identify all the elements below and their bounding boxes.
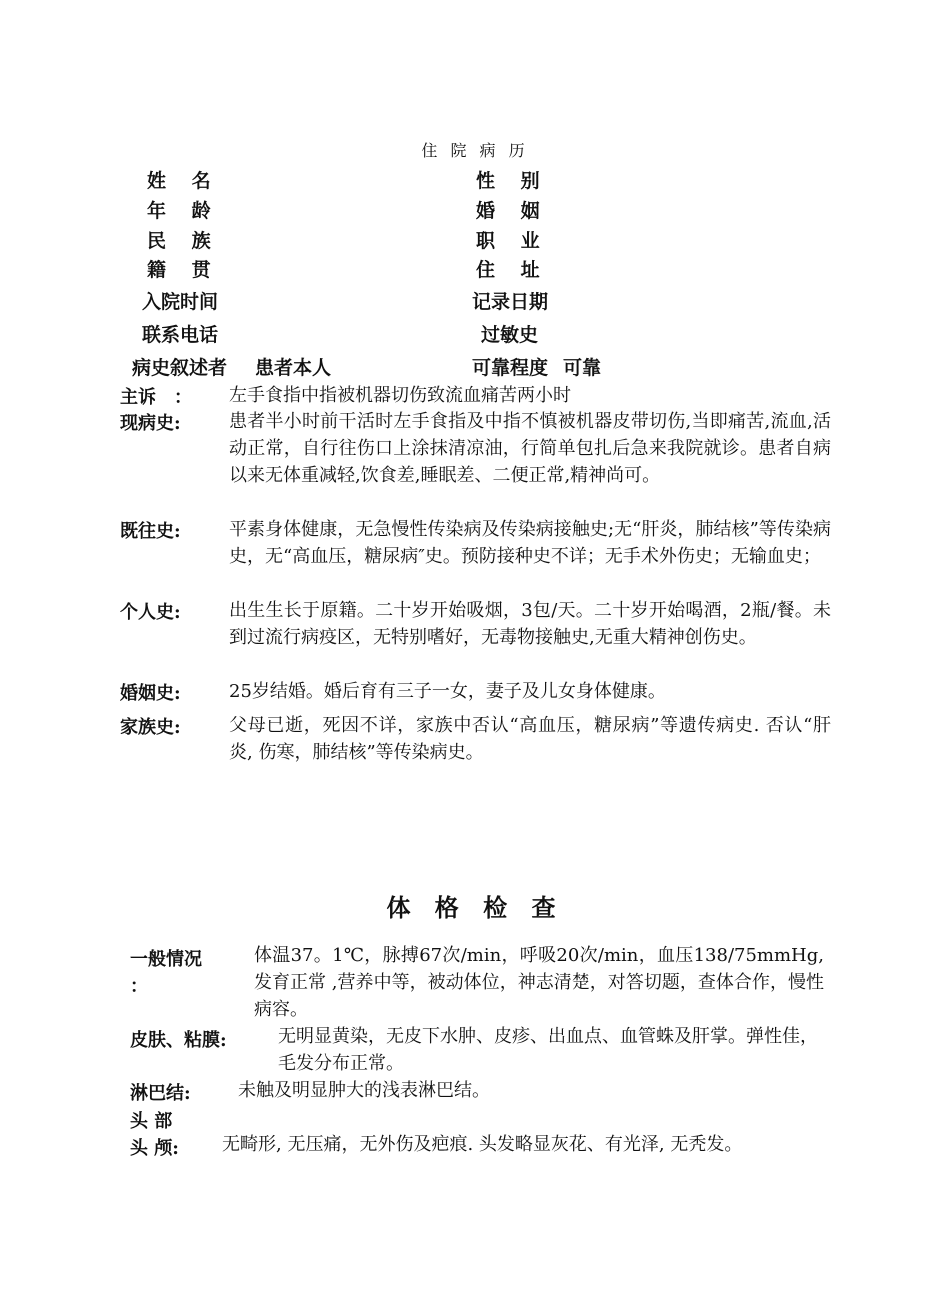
allergy-label: 过敏史 bbox=[481, 324, 539, 346]
skull-label: 头 颅: bbox=[130, 1138, 179, 1159]
chief-complaint: 左手食指中指被机器切伤致流血痛苦两小时 bbox=[229, 385, 571, 406]
ethnicity-label: 民 族 bbox=[147, 230, 211, 252]
lymph-nodes: 未触及明显肿大的浅表淋巴结。 bbox=[238, 1080, 490, 1101]
exam-title: 体 格 检 查 bbox=[386, 893, 564, 922]
past-history-label: 既往史: bbox=[120, 521, 181, 542]
lymph-label: 淋巴结: bbox=[130, 1083, 191, 1104]
personal-history: 出生生长于原籍。二十岁开始吸烟，3包/天。二十岁开始喝酒，2瓶/餐。未到过流行病疫区，无特别嗜好，无毒物接触史,无重大精神创伤史。 bbox=[229, 600, 831, 648]
narrator-label: 病史叙述者 bbox=[132, 357, 228, 379]
personal-history-label: 个人史: bbox=[120, 602, 181, 623]
document-title: 住 院 病 历 bbox=[421, 141, 529, 160]
family-history: 父母已逝，死因不详，家族中否认“高血压，糖尿病”等遗传病史. 否认“肝炎, 伤寒，肺结核”等传染病史。 bbox=[229, 715, 831, 763]
chief-complaint-label: 主诉 ： bbox=[120, 387, 192, 408]
present-illness: 患者半小时前干活时左手食指及中指不慎被机器皮带切伤,当即痛苦,流血,活动正常，自行往伤口上涂抹清凉油，行简单包扎后急来我院就诊。患者自病以来无体重减轻,饮食差,睡眠差、二便正常,精神尚可。 bbox=[229, 411, 831, 486]
phone-label: 联系电话 bbox=[142, 324, 219, 346]
address-label: 住 址 bbox=[476, 259, 540, 281]
head-label: 头 部 bbox=[130, 1111, 173, 1132]
skin-label: 皮肤、粘膜: bbox=[130, 1030, 227, 1051]
name-label: 姓 名 bbox=[147, 170, 211, 192]
age-label: 年 龄 bbox=[147, 200, 211, 222]
marital-history-label: 婚姻史: bbox=[120, 683, 181, 704]
general-label-colon: ： bbox=[130, 976, 148, 997]
reliability-value: 可靠 bbox=[563, 357, 602, 379]
family-history-label: 家族史: bbox=[120, 717, 181, 738]
occupation-label: 职 业 bbox=[476, 230, 540, 252]
present-illness-label: 现病史: bbox=[120, 413, 181, 434]
general-condition: 体温37。1℃，脉搏67次/min，呼吸20次/min，血压138/75mmHg,发育正常 ,营养中等，被动体位，神志清楚，对答切题，查体合作，慢性病容。 bbox=[254, 945, 824, 1020]
admission-time-label: 入院时间 bbox=[142, 291, 219, 313]
skull: 无畸形, 无压痛，无外伤及疤痕. 头发略显灰花、有光泽, 无秃发。 bbox=[222, 1134, 743, 1155]
native-place-label: 籍 贯 bbox=[147, 259, 211, 281]
skin-mucosa: 无明显黄染，无皮下水肿、皮疹、出血点、血管蛛及肝掌。弹性佳，毛发分布正常。 bbox=[278, 1026, 818, 1074]
past-history: 平素身体健康，无急慢性传染病及传染病接触史;无“肝炎，肺结核”等传染病史，无“高血压，糖尿病″史。预防接种史不详；无手术外伤史；无输血史； bbox=[229, 519, 831, 567]
narrator-value: 患者本人 bbox=[255, 357, 332, 379]
marriage-label: 婚 姻 bbox=[476, 200, 540, 222]
record-date-label: 记录日期 bbox=[472, 291, 549, 313]
general-label: 一般情况 bbox=[130, 949, 202, 970]
gender-label: 性 别 bbox=[476, 170, 540, 192]
marital-history: 25岁结婚。婚后育有三子一女，妻子及儿女身体健康。 bbox=[229, 681, 666, 702]
reliability-label: 可靠程度 bbox=[472, 357, 549, 379]
